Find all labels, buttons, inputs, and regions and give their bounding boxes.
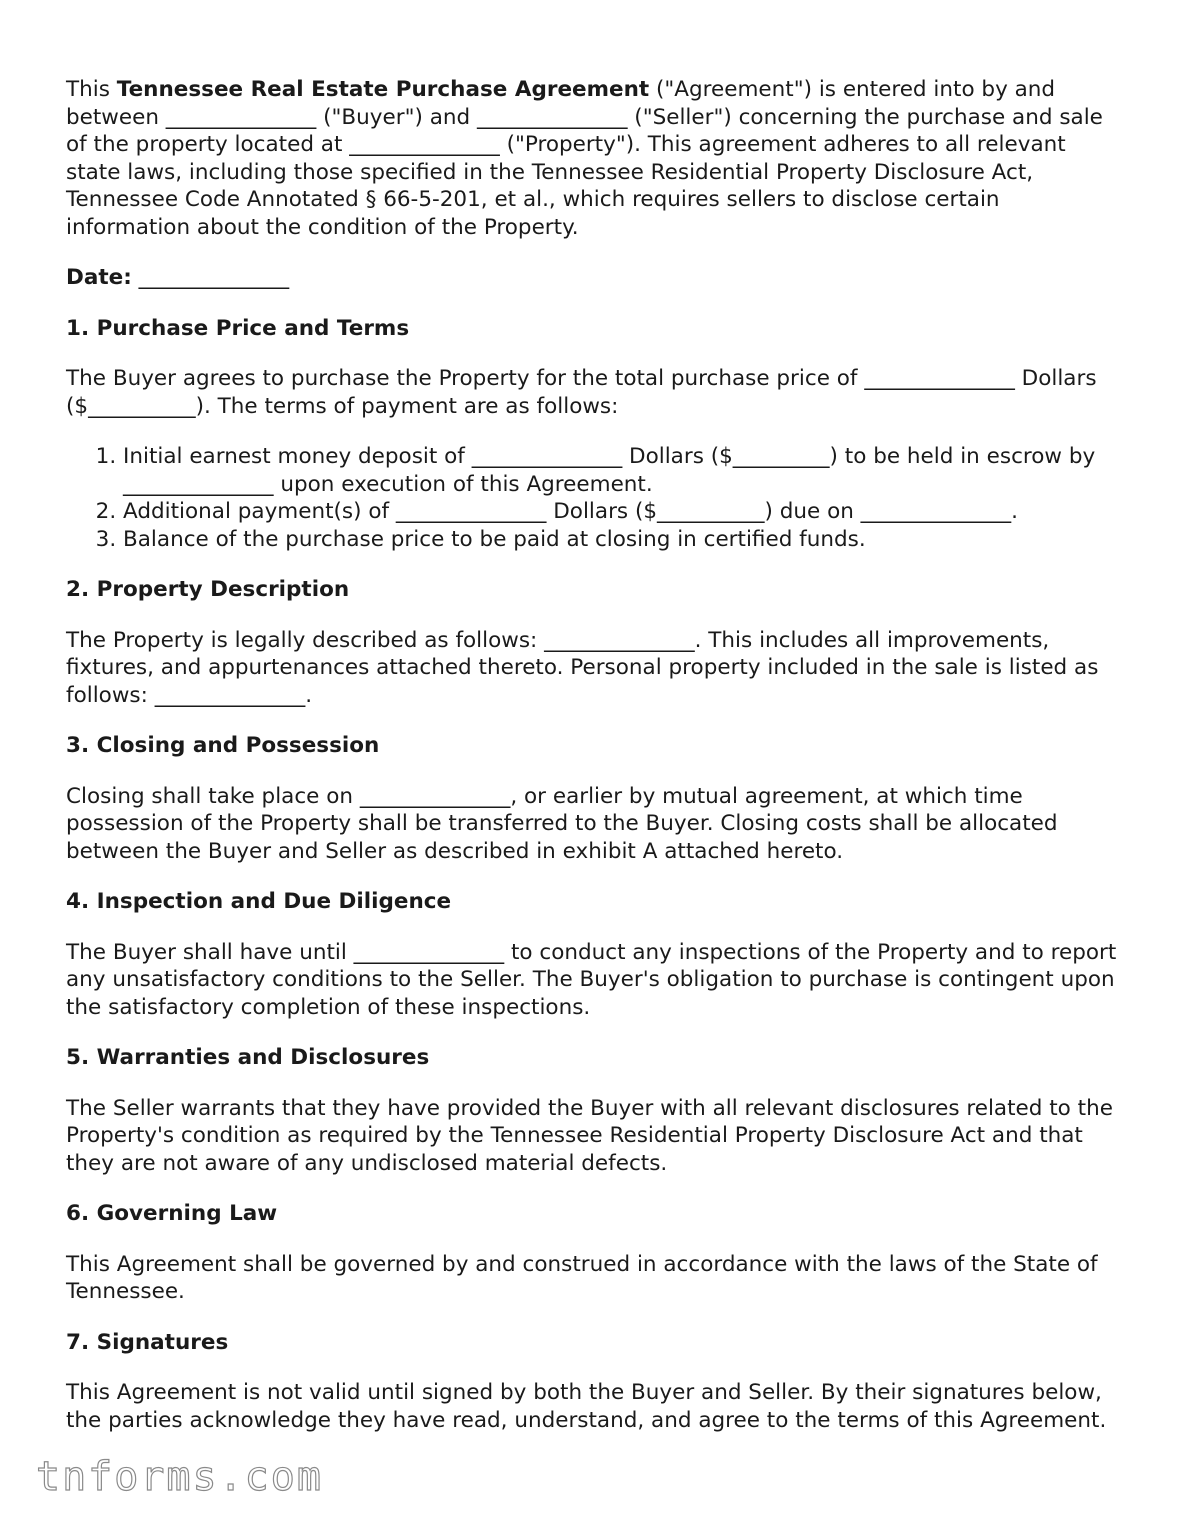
intro-text: ("Agreement") is entered into by and between ______________ ("Buyer") and ______________ ("Seller") concerning the purchase and sale of the property located at ______________ ("Property"). This agreement adheres to all relevant state laws, including those specified in the Tennessee Residential Property Disclosure Act, Tennessee Code Annotated § 66-5-201, et al., which requires sellers to disclose certain information about the condition of the Property. bbox=[66, 77, 1103, 240]
section-heading-property-description: 2. Property Description bbox=[66, 577, 350, 602]
agreement-document bbox=[66, 76, 1126, 1457]
section-body-closing: Closing shall take place on ______________, or earlier by mutual agreement, at which time possession of the Property shall be transferred to the Buyer. Closing costs shall be allocated between the Buyer and Seller as described in exhibit A attached hereto. bbox=[66, 783, 1058, 864]
section-body-inspection: The Buyer shall have until ______________ to conduct any inspections of the Property and to report any unsatisfactory conditions to the Seller. The Buyer's obligation to purchase is contingent upon the satisfactory completion of these inspections. bbox=[66, 939, 1117, 1020]
intro-paragraph bbox=[66, 76, 1126, 241]
section-heading-purchase-price: 1. Purchase Price and Terms bbox=[66, 315, 410, 341]
section-heading-inspection: 4. Inspection and Due Diligence bbox=[66, 889, 452, 914]
section-body-purchase-price: The Buyer agrees to purchase the Property for the total purchase price of ______________ Dollars ($__________). The terms of payment are as follows: bbox=[66, 366, 1097, 419]
section-body-warranties: The Seller warrants that they have provided the Buyer with all relevant disclosures related to the Property's condition as required by the Tennessee Residential Property Disclosure Act and that they are not aware of any undisclosed material defects. bbox=[66, 1095, 1113, 1176]
list-item: 1. Initial earnest money deposit of ______________ Dollars ($_________) to be held in escrow by ______________ upon execution of this Agreement. bbox=[123, 443, 1126, 498]
date-field bbox=[66, 264, 1126, 292]
section-heading-closing: 3. Closing and Possession bbox=[66, 733, 380, 758]
watermark-logo: tnforms.com bbox=[36, 1454, 323, 1500]
section-heading-signatures: 7. Signatures bbox=[66, 1329, 229, 1355]
section-body-property-description: The Property is legally described as follows: ______________. This includes all improvements, fixtures, and appurtenances attached thereto. Personal property included in the sale is listed as follows: ______________. bbox=[66, 627, 1099, 708]
date-label: Date: bbox=[66, 265, 132, 290]
list-item: 3. Balance of the purchase price to be paid at closing in certified funds. bbox=[123, 526, 1126, 554]
section-body-governing-law: This Agreement shall be governed by and construed in accordance with the laws of the State of Tennessee. bbox=[66, 1251, 1098, 1304]
date-blank: ______________ bbox=[131, 265, 290, 290]
section-heading-governing-law: 6. Governing Law bbox=[66, 1201, 278, 1226]
intro-lead: This bbox=[66, 77, 117, 102]
list-item: 2. Additional payment(s) of ______________ Dollars ($__________) due on ______________. bbox=[123, 498, 1126, 526]
document-title: Tennessee Real Estate Purchase Agreement bbox=[116, 77, 650, 102]
section-heading-warranties: 5. Warranties and Disclosures bbox=[66, 1045, 430, 1070]
payment-terms-list bbox=[66, 443, 1126, 553]
section-body-signatures: This Agreement is not valid until signed by both the Buyer and Seller. By their signatures below, the parties acknowledge they have read, understand, and agree to the terms of this Agreement. bbox=[66, 1380, 1107, 1433]
